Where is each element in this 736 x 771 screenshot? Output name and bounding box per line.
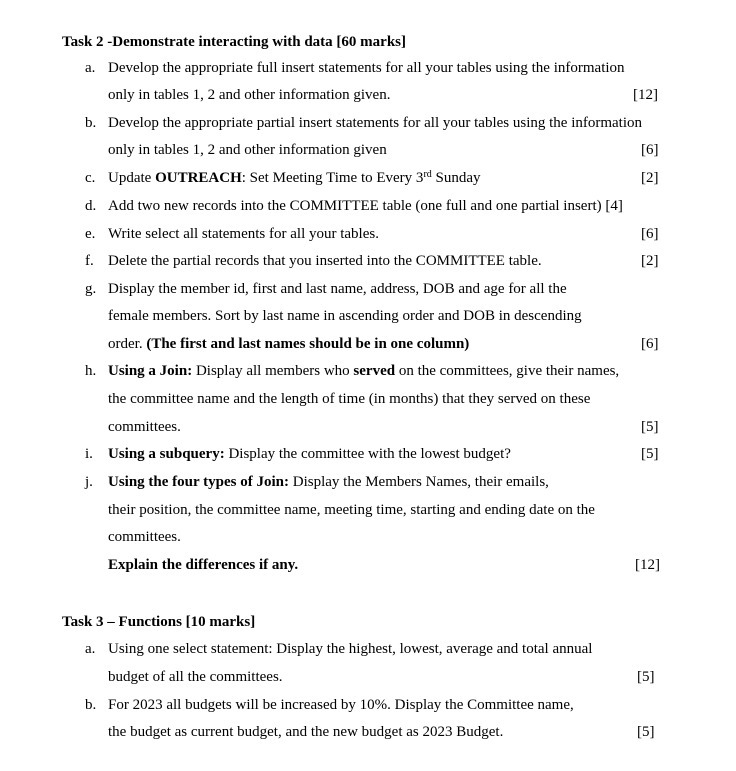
task2-j-line3: committees. bbox=[108, 529, 181, 545]
task2-c-mark: [2] bbox=[641, 170, 659, 186]
item-letter: e. bbox=[85, 226, 96, 242]
task3-a-line1: Using one select statement: Display the highest, lowest, average and total annual bbox=[108, 641, 593, 657]
task2-j-mark: [12] bbox=[635, 557, 660, 573]
task3-b-line2: the budget as current budget, and the new budget as 2023 Budget. bbox=[108, 724, 504, 740]
item-letter: b. bbox=[85, 697, 97, 713]
task2-c-post: : Set Meeting Time to Every 3 bbox=[241, 170, 424, 186]
task3-a-line2: budget of all the committees. bbox=[108, 669, 283, 685]
task2-g-line1: Display the member id, first and last name, address, DOB and age for all the bbox=[108, 281, 567, 297]
task2-i-bold: Using a subquery: bbox=[108, 446, 225, 462]
task3-heading: Task 3 – Functions [10 marks] bbox=[62, 614, 256, 630]
task2-f-text: Delete the partial records that you inserted into the COMMITTEE table. bbox=[108, 253, 542, 269]
task2-e-mark: [6] bbox=[641, 226, 659, 242]
item-letter: g. bbox=[85, 281, 97, 297]
task2-i-text bbox=[108, 444, 511, 464]
task2-h-line1 bbox=[108, 361, 619, 381]
task2-i-post: Display the committee with the lowest budget? bbox=[224, 446, 511, 462]
task2-e-text: Write select all statements for all your tables. bbox=[108, 226, 379, 242]
item-letter: a. bbox=[85, 641, 96, 657]
task2-g-line3-bold: (The first and last names should be in one column) bbox=[146, 336, 470, 352]
item-letter: d. bbox=[85, 198, 97, 214]
task2-c-bold: OUTREACH bbox=[155, 170, 242, 186]
task2-h-line2: the committee name and the length of time (in months) that they served on these bbox=[108, 391, 591, 407]
task2-c-pre: Update bbox=[108, 170, 156, 186]
task2-b-line1: Develop the appropriate partial insert statements for all your tables using the information bbox=[108, 115, 643, 131]
task2-h-bold2: served bbox=[353, 363, 396, 379]
task2-j-line1 bbox=[108, 472, 549, 492]
item-letter: i. bbox=[85, 446, 93, 462]
task2-c-tail: Sunday bbox=[431, 170, 481, 186]
task2-j-line4: Explain the differences if any. bbox=[108, 557, 299, 573]
task2-h-post: on the committees, give their names, bbox=[395, 363, 620, 379]
task3-b-line1: For 2023 all budgets will be increased by 10%. Display the Committee name, bbox=[108, 697, 574, 713]
item-letter: a. bbox=[85, 60, 96, 76]
task2-g-mark: [6] bbox=[641, 336, 659, 352]
item-letter: b. bbox=[85, 115, 97, 131]
task2-b-mark: [6] bbox=[641, 142, 659, 158]
task2-b-line2: only in tables 1, 2 and other information given bbox=[108, 142, 387, 158]
task2-c-text bbox=[108, 168, 481, 188]
item-letter: f. bbox=[85, 253, 94, 269]
task2-c-sup: rd bbox=[423, 169, 432, 180]
task2-h-pre: Display all members who bbox=[192, 363, 354, 379]
task2-h-mark: [5] bbox=[641, 419, 659, 435]
task3-a-mark: [5] bbox=[637, 669, 655, 685]
task2-i-mark: [5] bbox=[641, 446, 659, 462]
task2-a-line1: Develop the appropriate full insert statements for all your tables using the information bbox=[108, 60, 625, 76]
task2-heading: Task 2 -Demonstrate interacting with data [60 marks] bbox=[62, 34, 407, 50]
task2-j-bold: Using the four types of Join: bbox=[108, 474, 289, 490]
item-letter: c. bbox=[85, 170, 96, 186]
task2-h-line3: committees. bbox=[108, 419, 181, 435]
task2-g-line3-pre: order. bbox=[108, 336, 147, 352]
task2-a-line2: only in tables 1, 2 and other information given. bbox=[108, 87, 391, 103]
task2-j-line2: their position, the committee name, meeting time, starting and ending date on the bbox=[108, 502, 595, 518]
task2-h-bold: Using a Join: bbox=[108, 363, 193, 379]
task2-g-line3 bbox=[108, 334, 469, 354]
task2-d-text: Add two new records into the COMMITTEE table (one full and one partial insert) [4] bbox=[108, 198, 623, 214]
task2-g-line2: female members. Sort by last name in ascending order and DOB in descending bbox=[108, 308, 582, 324]
task2-f-mark: [2] bbox=[641, 253, 659, 269]
task2-j-post: Display the Members Names, their emails, bbox=[288, 474, 549, 490]
task2-a-mark: [12] bbox=[633, 87, 658, 103]
task3-b-mark: [5] bbox=[637, 724, 655, 740]
item-letter: h. bbox=[85, 363, 97, 379]
item-letter: j. bbox=[85, 474, 93, 490]
